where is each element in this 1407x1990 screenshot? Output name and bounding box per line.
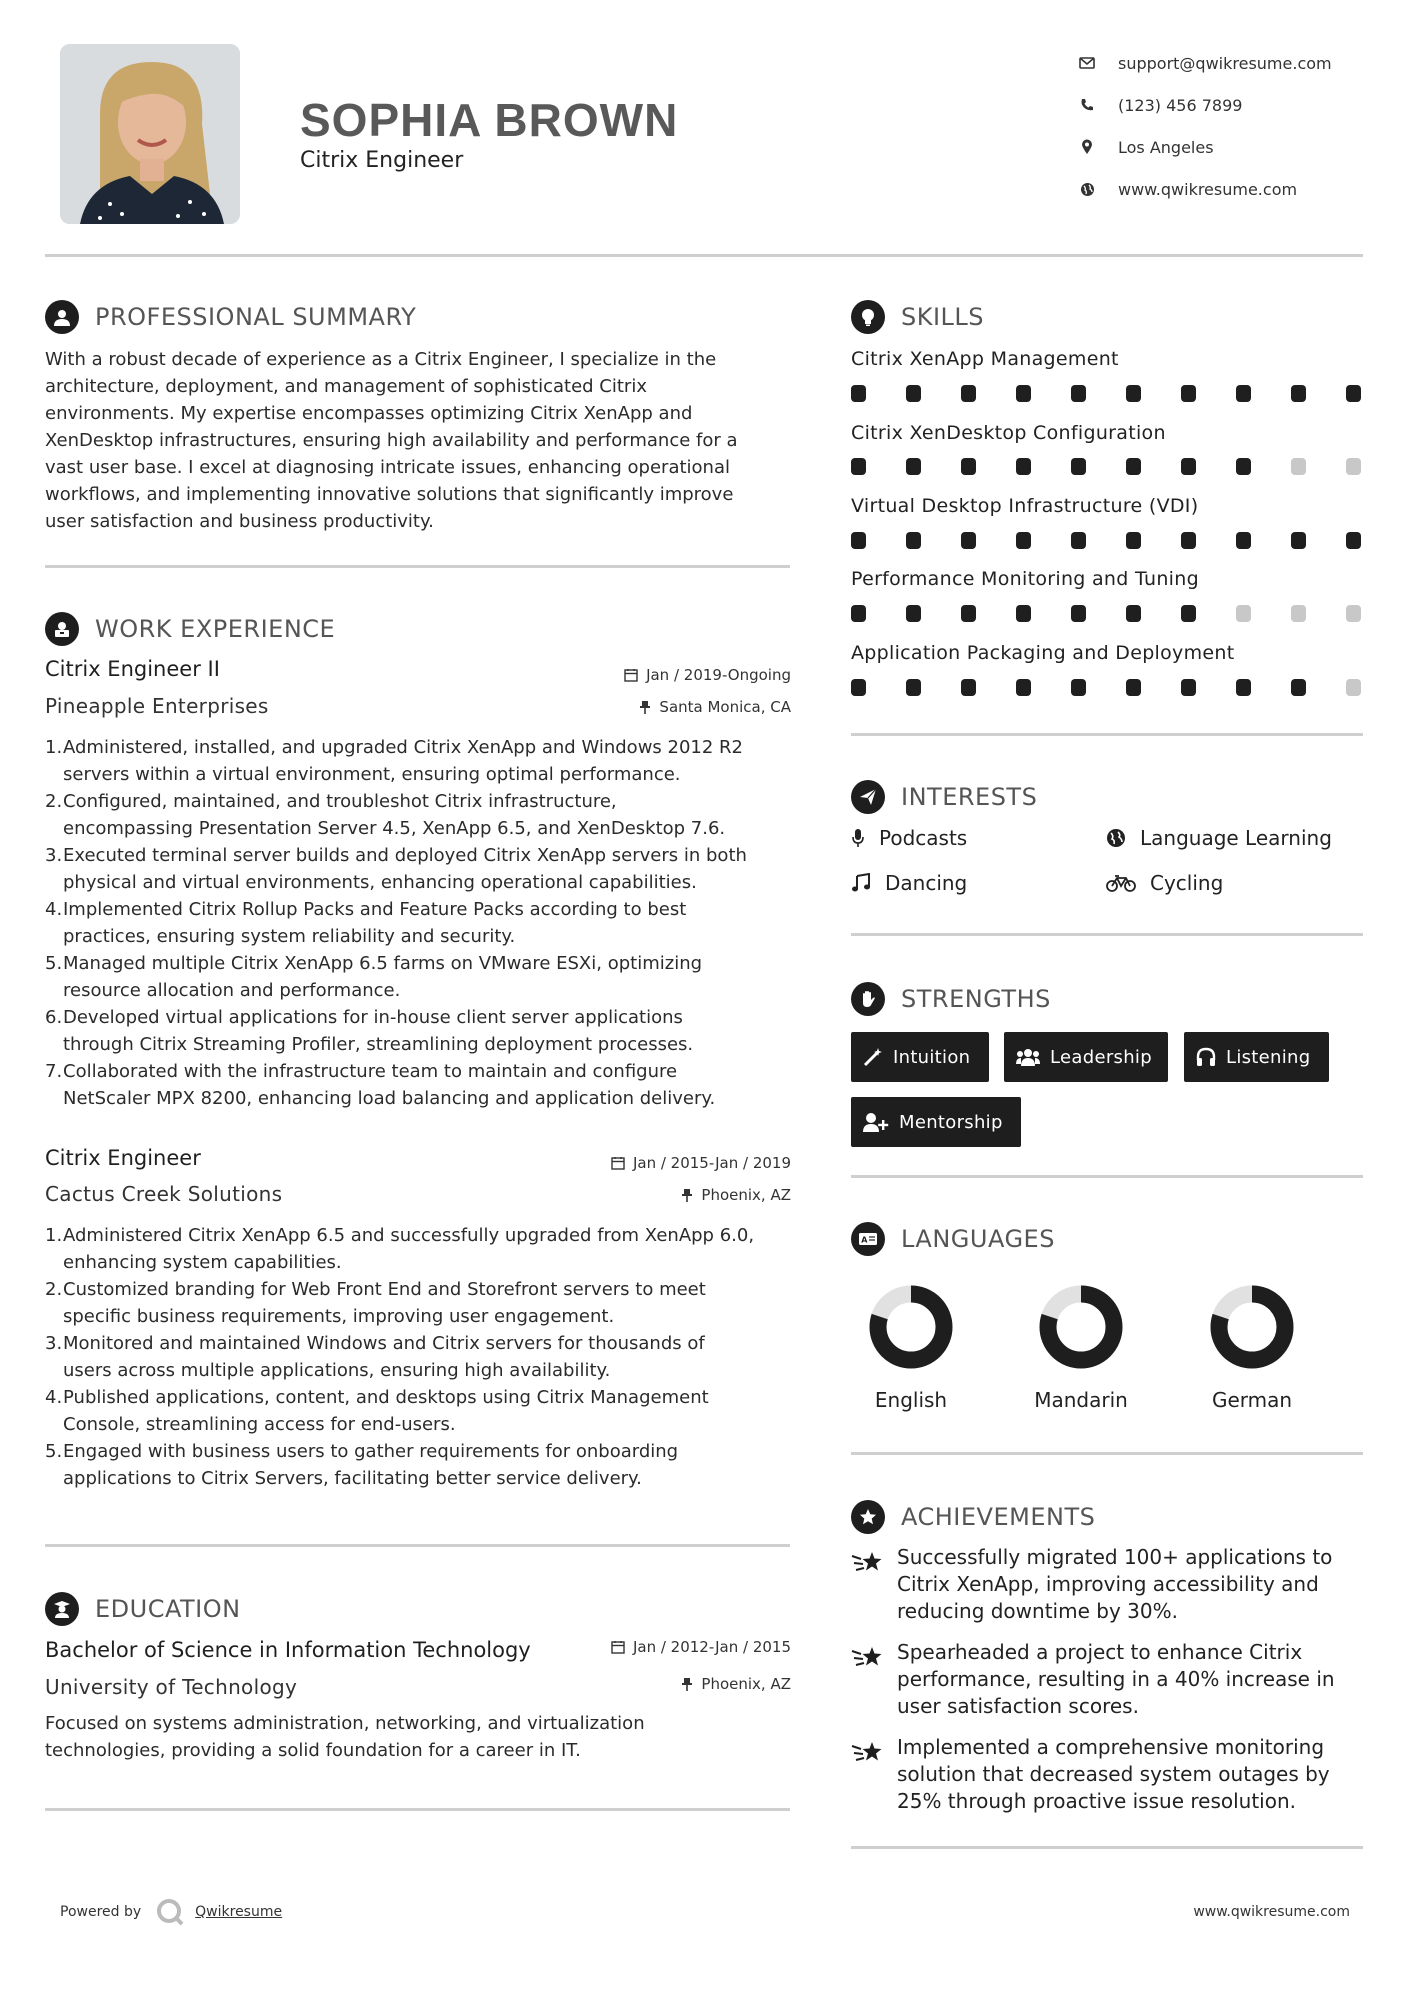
job-date-text: Jan / 2019-Ongoing xyxy=(646,666,791,684)
education-heading xyxy=(45,1592,241,1626)
skill-rating xyxy=(851,458,1361,475)
strength-label: Intuition xyxy=(893,1046,971,1068)
shooting-star-icon xyxy=(851,1734,887,1815)
svg-text:A: A xyxy=(861,1235,868,1245)
skill-dot xyxy=(1346,605,1361,622)
list-line: Console, streamlining access for end-users. xyxy=(63,1414,456,1435)
list-number: 7. xyxy=(45,1061,63,1082)
skill-dot xyxy=(1071,532,1086,549)
list-line: Configured, maintained, and troubleshot Citrix infrastructure, xyxy=(63,791,617,812)
lightbulb-icon xyxy=(851,300,885,334)
skill-dot xyxy=(961,458,976,475)
degree-title: Bachelor of Science in Information Technology xyxy=(45,1638,531,1662)
pushpin-icon xyxy=(681,1188,693,1202)
interest-label: Language Learning xyxy=(1140,826,1332,850)
summary-line: user satisfaction and business productivity. xyxy=(45,511,434,532)
strength-badge xyxy=(1004,1032,1168,1082)
skill-dot xyxy=(1126,679,1141,696)
skills-heading-label: SKILLS xyxy=(901,303,985,331)
language-ring xyxy=(1207,1282,1297,1372)
skill-dot xyxy=(1181,532,1196,549)
language-card-icon xyxy=(851,1222,885,1256)
list-line: encompassing Presentation Server 4.5, XenApp 6.5, and XenDesktop 7.6. xyxy=(63,818,726,839)
interest-label: Dancing xyxy=(885,871,968,895)
list-line: Implemented Citrix Rollup Packs and Feature Packs according to best xyxy=(63,899,687,920)
achievement-line: Implemented a comprehensive monitoring xyxy=(897,1735,1325,1759)
education-line: technologies, providing a solid foundation for a career in IT. xyxy=(45,1740,581,1761)
skill-dot xyxy=(1016,385,1031,402)
skill-rating xyxy=(851,532,1361,549)
summary-divider xyxy=(45,565,790,568)
strength-label: Mentorship xyxy=(899,1111,1003,1133)
paper-plane-icon xyxy=(851,780,885,814)
summary-line: architecture, deployment, and management of sophisticated Citrix xyxy=(45,376,647,397)
summary-line: vast user base. I excel at diagnosing intricate issues, enhancing operational xyxy=(45,457,730,478)
calendar-icon xyxy=(611,1156,625,1170)
interest-item xyxy=(1106,826,1332,850)
skill-dot xyxy=(1016,679,1031,696)
skill-name: Citrix XenApp Management xyxy=(851,348,1119,370)
skill-dot xyxy=(851,458,866,475)
education-heading-label: EDUCATION xyxy=(95,1595,241,1623)
qwikresume-link[interactable]: Qwikresume xyxy=(195,1904,283,1920)
list-item xyxy=(45,1004,805,1058)
candidate-name: SOPHIA BROWN xyxy=(300,94,679,146)
skill-dot xyxy=(1236,532,1251,549)
interest-item xyxy=(851,871,967,895)
language-item xyxy=(1011,1282,1151,1412)
list-item xyxy=(45,1222,805,1276)
contact-email-text: support@qwikresume.com xyxy=(1118,53,1332,73)
languages-heading-label: LANGUAGES xyxy=(901,1225,1055,1253)
list-line: Customized branding for Web Front End and Storefront servers to meet xyxy=(63,1279,706,1300)
skill-dot xyxy=(1291,605,1306,622)
achievement-line: user satisfaction scores. xyxy=(897,1694,1139,1718)
education-location xyxy=(500,1675,791,1693)
achievement-line: Successfully migrated 100+ applications to xyxy=(897,1545,1333,1569)
skill-dot xyxy=(1071,385,1086,402)
job-title: Citrix Engineer II xyxy=(45,657,220,681)
globe-icon xyxy=(1106,828,1126,848)
contact-phone[interactable] xyxy=(1078,84,1378,126)
skill-dot xyxy=(1346,385,1361,402)
skill-name: Performance Monitoring and Tuning xyxy=(851,568,1199,590)
achievement-line: Spearheaded a project to enhance Citrix xyxy=(897,1640,1303,1664)
achievement-item xyxy=(851,1734,1351,1815)
list-item xyxy=(45,1058,805,1112)
strengths-heading-label: STRENGTHS xyxy=(901,985,1051,1013)
interests-heading-label: INTERESTS xyxy=(901,783,1038,811)
job-date xyxy=(500,666,791,684)
contact-list xyxy=(1078,42,1378,210)
experience-divider xyxy=(45,1544,790,1547)
summary-line: XenDesktop infrastructures, ensuring high availability and performance for a xyxy=(45,430,738,451)
language-name: Mandarin xyxy=(1034,1388,1128,1412)
skill-dot xyxy=(851,532,866,549)
interest-item xyxy=(851,826,967,850)
languages-divider xyxy=(851,1452,1363,1455)
skill-dot xyxy=(851,385,866,402)
skill-dot xyxy=(1346,458,1361,475)
profile-photo xyxy=(60,44,240,224)
summary-line: workflows, and implementing innovative solutions that significantly improve xyxy=(45,484,734,505)
envelope-icon xyxy=(1078,54,1096,72)
skill-dot xyxy=(1236,385,1251,402)
skill-dot xyxy=(1126,605,1141,622)
list-number: 3. xyxy=(45,845,63,866)
skill-dot xyxy=(961,605,976,622)
user-plus-icon xyxy=(863,1112,889,1132)
summary-heading xyxy=(45,300,416,334)
skill-dot xyxy=(1126,385,1141,402)
pushpin-icon xyxy=(681,1677,693,1691)
achievement-item xyxy=(851,1544,1351,1625)
skill-dot xyxy=(1126,532,1141,549)
list-line: NetScaler MPX 8200, enhancing load balancing and application delivery. xyxy=(63,1088,716,1109)
star-badge-icon xyxy=(851,1500,885,1534)
map-pin-icon xyxy=(1078,138,1096,156)
footer-website[interactable]: www.qwikresume.com xyxy=(1193,1904,1350,1920)
language-ring xyxy=(866,1282,956,1372)
list-number: 1. xyxy=(45,737,63,758)
list-number: 6. xyxy=(45,1007,63,1028)
list-line: through Citrix Streaming Profiler, streamlining deployment processes. xyxy=(63,1034,694,1055)
globe-icon xyxy=(1078,180,1096,198)
job-responsibilities xyxy=(45,734,805,1112)
powered-by-text: Powered by xyxy=(60,1904,142,1920)
list-line: physical and virtual environments, enhancing operational capabilities. xyxy=(63,872,697,893)
graduate-icon xyxy=(45,1592,79,1626)
summary-line: With a robust decade of experience as a Citrix Engineer, I specialize in the xyxy=(45,349,717,370)
list-number: 3. xyxy=(45,1333,63,1354)
skill-rating xyxy=(851,679,1361,696)
list-line: Administered Citrix XenApp 6.5 and successfully upgraded from XenApp 6.0, xyxy=(63,1225,755,1246)
list-line: applications to Citrix Servers, facilitating better service delivery. xyxy=(63,1468,642,1489)
list-number: 4. xyxy=(45,899,63,920)
skills-divider xyxy=(851,733,1363,736)
qwikresume-logo-icon xyxy=(155,1897,185,1927)
skill-dot xyxy=(1181,458,1196,475)
education-description xyxy=(45,1710,805,1764)
strength-badge xyxy=(851,1032,989,1082)
list-item xyxy=(45,1276,805,1330)
strength-label: Listening xyxy=(1226,1046,1311,1068)
list-number: 2. xyxy=(45,1279,63,1300)
list-number: 1. xyxy=(45,1225,63,1246)
education-location-text: Phoenix, AZ xyxy=(701,1675,791,1693)
strength-badge xyxy=(851,1097,1021,1147)
achievement-line: performance, resulting in a 40% increase in xyxy=(897,1667,1335,1691)
list-line: enhancing system capabilities. xyxy=(63,1252,342,1273)
list-number: 2. xyxy=(45,791,63,812)
skill-dot xyxy=(1071,605,1086,622)
powered-by xyxy=(60,1897,282,1927)
skill-dot xyxy=(1181,679,1196,696)
achievement-line: solution that decreased system outages by xyxy=(897,1762,1330,1786)
education-date xyxy=(500,1638,791,1656)
skill-rating xyxy=(851,385,1361,402)
contact-phone-text: (123) 456 7899 xyxy=(1118,95,1243,115)
skill-dot xyxy=(1291,532,1306,549)
briefcase-icon xyxy=(45,612,79,646)
job-location-text: Santa Monica, CA xyxy=(659,698,791,716)
languages-heading xyxy=(851,1222,1055,1256)
list-item xyxy=(45,788,805,842)
list-item xyxy=(45,734,805,788)
skill-name: Citrix XenDesktop Configuration xyxy=(851,422,1166,444)
achievements-heading xyxy=(851,1500,1095,1534)
job-company: Cactus Creek Solutions xyxy=(45,1182,283,1206)
skill-dot xyxy=(906,532,921,549)
achievement-line: reducing downtime by 30%. xyxy=(897,1599,1178,1623)
experience-heading xyxy=(45,612,335,646)
interests-heading xyxy=(851,780,1037,814)
skill-dot xyxy=(1236,679,1251,696)
skills-heading xyxy=(851,300,984,334)
calendar-icon xyxy=(624,668,638,682)
skill-name: Virtual Desktop Infrastructure (VDI) xyxy=(851,495,1199,517)
shooting-star-icon xyxy=(851,1544,887,1625)
education-date-text: Jan / 2012-Jan / 2015 xyxy=(632,1638,791,1656)
skill-dot xyxy=(851,605,866,622)
skill-dot xyxy=(851,679,866,696)
list-line: Executed terminal server builds and deployed Citrix XenApp servers in both xyxy=(63,845,747,866)
job-responsibilities xyxy=(45,1222,805,1492)
job-company: Pineapple Enterprises xyxy=(45,694,269,718)
skill-dot xyxy=(1291,679,1306,696)
hand-icon xyxy=(851,982,885,1016)
skill-dot xyxy=(1291,458,1306,475)
headphones-icon xyxy=(1196,1047,1216,1067)
language-name: German xyxy=(1211,1388,1293,1412)
list-item xyxy=(45,1384,805,1438)
list-line: users across multiple applications, ensuring high availability. xyxy=(63,1360,611,1381)
job-location xyxy=(500,698,791,716)
interest-item xyxy=(1106,871,1223,895)
strength-label: Leadership xyxy=(1050,1046,1152,1068)
skill-dot xyxy=(1236,605,1251,622)
list-item xyxy=(45,842,805,896)
language-ring xyxy=(1036,1282,1126,1372)
contact-website[interactable] xyxy=(1078,168,1378,210)
list-line: Monitored and maintained Windows and Citrix servers for thousands of xyxy=(63,1333,705,1354)
summary-line: environments. My expertise encompasses optimizing Citrix XenApp and xyxy=(45,403,693,424)
calendar-icon xyxy=(611,1640,625,1654)
skill-dot xyxy=(1291,385,1306,402)
language-item xyxy=(1182,1282,1322,1412)
microphone-icon xyxy=(851,828,865,848)
skill-dot xyxy=(1181,605,1196,622)
education-line: Focused on systems administration, networking, and virtualization xyxy=(45,1713,645,1734)
list-line: servers within a virtual environment, ensuring optimal performance. xyxy=(63,764,681,785)
interest-label: Podcasts xyxy=(879,826,968,850)
interests-divider xyxy=(851,933,1363,936)
skill-dot xyxy=(1016,605,1031,622)
list-line: Collaborated with the infrastructure team to maintain and configure xyxy=(63,1061,678,1082)
user-icon xyxy=(45,300,79,334)
music-note-icon xyxy=(851,873,871,893)
contact-location-text: Los Angeles xyxy=(1118,137,1214,157)
job-date xyxy=(500,1154,791,1172)
achievement-line: 25% through proactive issue resolution. xyxy=(897,1789,1296,1813)
bicycle-icon xyxy=(1106,874,1136,892)
summary-text xyxy=(45,346,805,535)
skill-dot xyxy=(961,532,976,549)
list-line: Administered, installed, and upgraded Citrix XenApp and Windows 2012 R2 xyxy=(63,737,744,758)
skill-dot xyxy=(1236,458,1251,475)
list-item xyxy=(45,1330,805,1384)
strength-badge xyxy=(1184,1032,1329,1082)
education-divider xyxy=(45,1808,790,1811)
job-location xyxy=(500,1186,791,1204)
job-location-text: Phoenix, AZ xyxy=(701,1186,791,1204)
skill-dot xyxy=(1071,458,1086,475)
job-title: Citrix Engineer xyxy=(45,1146,201,1170)
language-name: English xyxy=(874,1388,948,1412)
experience-heading-label: WORK EXPERIENCE xyxy=(95,615,336,643)
interest-label: Cycling xyxy=(1150,871,1224,895)
list-item xyxy=(45,1438,805,1492)
skill-dot xyxy=(906,458,921,475)
users-icon xyxy=(1016,1048,1040,1066)
strengths-heading xyxy=(851,982,1051,1016)
skill-dot xyxy=(1126,458,1141,475)
list-line: practices, ensuring system reliability and security. xyxy=(63,926,516,947)
list-item xyxy=(45,896,805,950)
skill-dot xyxy=(906,605,921,622)
summary-heading-label: PROFESSIONAL SUMMARY xyxy=(95,303,417,331)
contact-email[interactable] xyxy=(1078,42,1378,84)
list-line: Developed virtual applications for in-house client server applications xyxy=(63,1007,683,1028)
phone-icon xyxy=(1078,96,1096,114)
skill-name: Application Packaging and Deployment xyxy=(851,642,1235,664)
skill-dot xyxy=(1346,532,1361,549)
list-line: Managed multiple Citrix XenApp 6.5 farms on VMware ESXi, optimizing xyxy=(63,953,703,974)
achievements-heading-label: ACHIEVEMENTS xyxy=(901,1503,1096,1531)
list-number: 5. xyxy=(45,1441,63,1462)
language-item xyxy=(841,1282,981,1412)
contact-location xyxy=(1078,126,1378,168)
skill-dot xyxy=(1071,679,1086,696)
magic-wand-icon xyxy=(863,1047,883,1067)
achievement-line: Citrix XenApp, improving accessibility and xyxy=(897,1572,1319,1596)
list-number: 4. xyxy=(45,1387,63,1408)
contact-website-text: www.qwikresume.com xyxy=(1118,179,1298,199)
strengths-divider xyxy=(851,1175,1363,1178)
skill-dot xyxy=(1016,458,1031,475)
candidate-title: Citrix Engineer xyxy=(300,148,464,173)
list-line: Engaged with business users to gather requirements for onboarding xyxy=(63,1441,679,1462)
skill-dot xyxy=(906,679,921,696)
skill-dot xyxy=(961,385,976,402)
skill-dot xyxy=(906,385,921,402)
shooting-star-icon xyxy=(851,1639,887,1720)
pushpin-icon xyxy=(639,700,651,714)
list-line: Published applications, content, and desktops using Citrix Management xyxy=(63,1387,709,1408)
header-divider xyxy=(45,254,1363,257)
achievements-divider xyxy=(851,1846,1363,1849)
skill-dot xyxy=(961,679,976,696)
job-date-text: Jan / 2015-Jan / 2019 xyxy=(632,1154,791,1172)
list-item xyxy=(45,950,805,1004)
list-line: resource allocation and performance. xyxy=(63,980,401,1001)
skill-dot xyxy=(1016,532,1031,549)
list-line: specific business requirements, improving user engagement. xyxy=(63,1306,615,1327)
skill-rating xyxy=(851,605,1361,622)
list-number: 5. xyxy=(45,953,63,974)
skill-dot xyxy=(1181,385,1196,402)
school-name: University of Technology xyxy=(45,1675,298,1699)
skill-dot xyxy=(1346,679,1361,696)
achievement-item xyxy=(851,1639,1351,1720)
